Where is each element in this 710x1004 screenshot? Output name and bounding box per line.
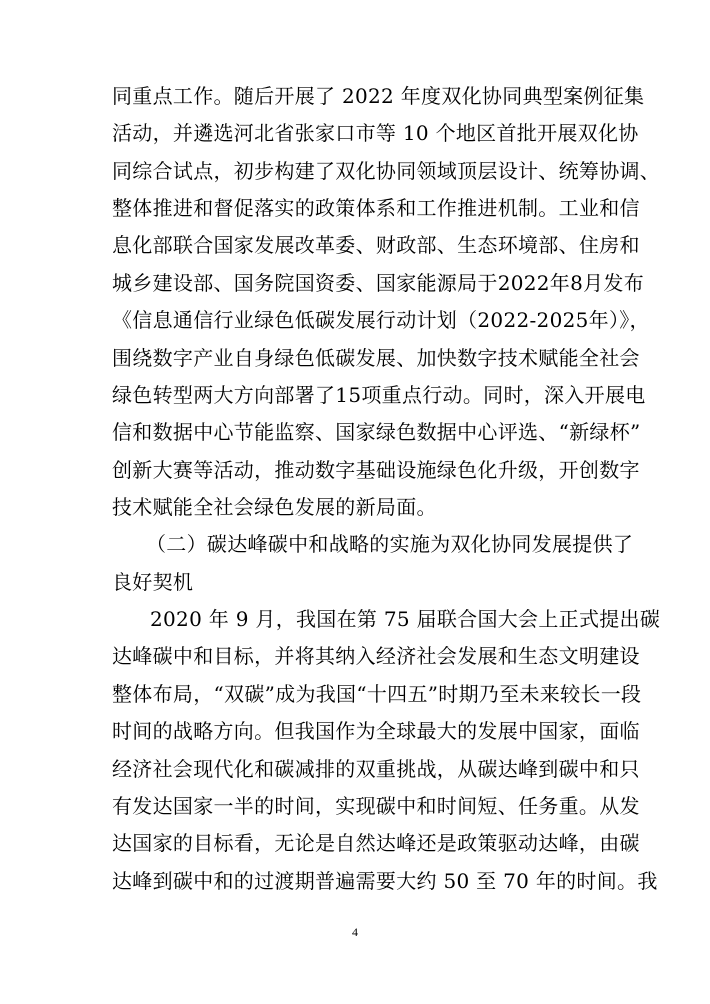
body-text-line: 经济社会现代化和碳减排的双重挑战，从碳达峰到碳中和只 — [112, 756, 640, 781]
page-number: 4 — [352, 925, 358, 939]
body-text-line: 信和数据中心节能监察、国家绿色数据中心评选、“新绿杯” — [112, 420, 641, 445]
body-text-line: 息化部联合国家发展改革委、财政部、生态环境部、住房和 — [112, 233, 640, 258]
section-heading: 良好契机 — [112, 569, 194, 594]
body-text-line: 同综合试点，初步构建了双化协同领域顶层设计、统筹协调、 — [112, 158, 661, 183]
body-text-line: 绿色转型两大方向部署了15项重点行动。同时，深入开展电 — [112, 382, 646, 407]
body-text-line: 城乡建设部、国务院国资委、国家能源局于2022年8月发布 — [112, 270, 645, 295]
body-text-line: 围绕数字产业自身绿色低碳发展、加快数字技术赋能全社会 — [112, 345, 640, 370]
body-text-line: 达峰碳中和目标，并将其纳入经济社会发展和生态文明建设 — [112, 644, 640, 669]
body-text-line: 时间的战略方向。但我国作为全球最大的发展中国家，面临 — [112, 719, 640, 744]
body-text-line: 有发达国家一半的时间，实现碳中和时间短、任务重。从发 — [112, 793, 640, 818]
body-text-line: 整体推进和督促落实的政策体系和工作推进机制。工业和信 — [112, 196, 640, 221]
body-text-line: 整体布局，“双碳”成为我国“十四五”时期乃至未来较长一段 — [112, 681, 642, 706]
body-text-line: 达国家的目标看，无论是自然达峰还是政策驱动达峰，由碳 — [112, 831, 640, 856]
body-text-line: 《信息通信行业绿色低碳发展行动计划（2022-2025年）》， — [112, 308, 650, 333]
body-text-line: 活动，并遴选河北省张家口市等 10 个地区首批开展双化协 — [112, 121, 639, 146]
body-text-line: 达峰到碳中和的过渡期普遍需要大约 50 至 70 年的时间。我 — [112, 868, 658, 893]
section-heading: （二）碳达峰碳中和战略的实施为双化协同发展提供了 — [146, 532, 634, 557]
body-text-line: 2020 年 9 月，我国在第 75 届联合国大会上正式提出碳 — [150, 607, 661, 632]
body-text-line: 技术赋能全社会绿色发展的新局面。 — [112, 495, 437, 519]
body-text-line: 同重点工作。随后开展了 2022 年度双化协同典型案例征集 — [112, 84, 645, 108]
body-text-line: 创新大赛等活动，推动数字基础设施绿色化升级，开创数字 — [112, 457, 640, 482]
